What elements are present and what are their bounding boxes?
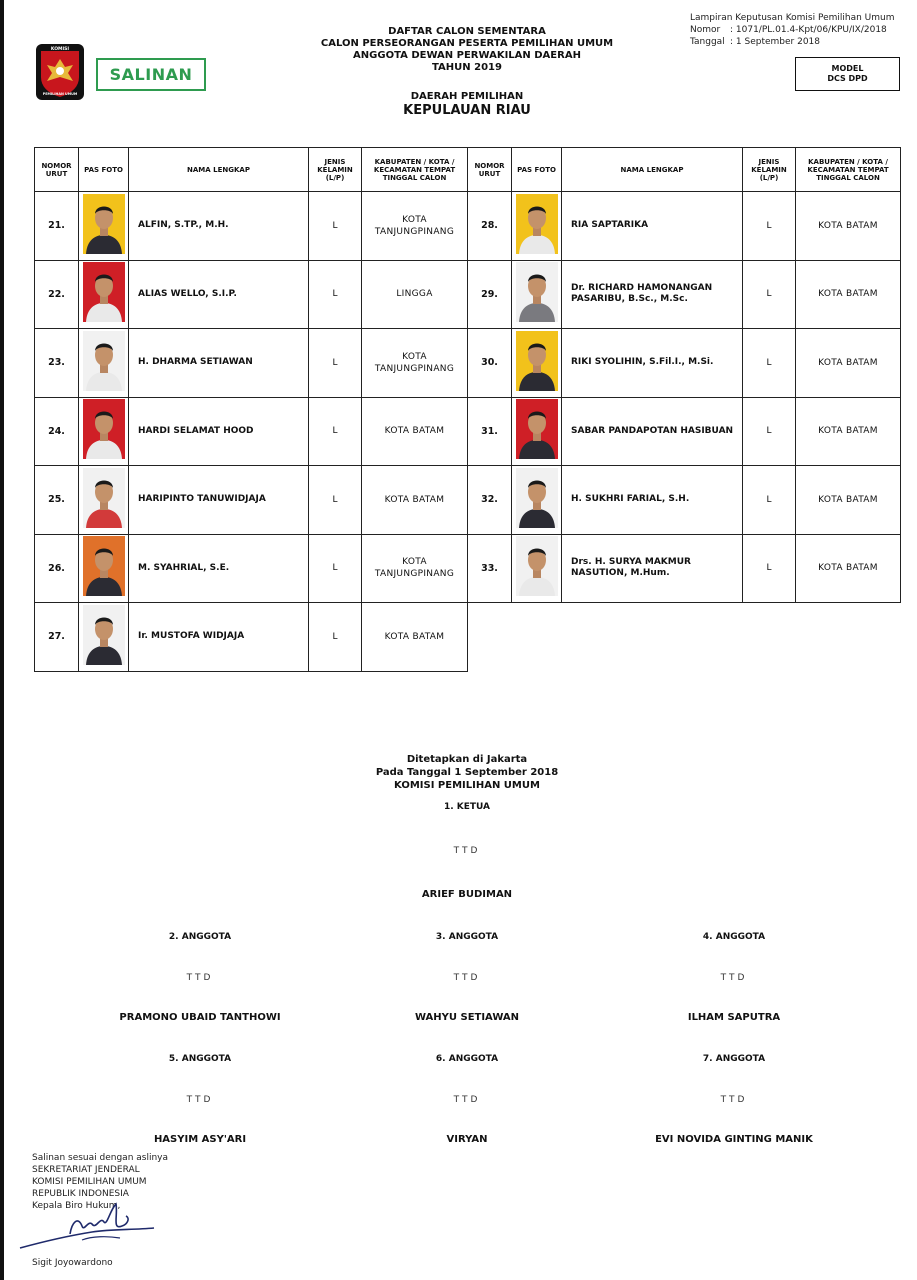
portrait-icon [83,331,125,391]
candidate-photo-cell [512,192,562,261]
header-nama-lengkap: NAMA LENGKAP [129,148,309,192]
candidate-residence: KOTA TANJUNGPINANG [362,329,468,398]
candidate-photo-cell [79,260,129,329]
candidate-name: M. SYAHRIAL, S.E. [129,534,309,603]
anggota-name: WAHYU SETIAWAN [414,1012,520,1023]
ttd-mark: TTD [453,846,481,856]
ttd-mark: TTD [186,973,214,983]
candidate-table [34,147,901,672]
header-pas-foto: PAS FOTO [79,148,129,192]
table-row [35,260,901,329]
handwritten-signature-icon [12,1196,162,1258]
candidate-gender: L [743,466,796,535]
copy-line: Kepala Biro Hukum, [32,1201,121,1211]
page-edge [0,0,4,1280]
title-line: CALON PERSEORANGAN PESERTA PEMILIHAN UMUM [320,38,614,49]
anggota-name: VIRYAN [446,1134,488,1145]
candidate-residence: KOTA TANJUNGPINANG [362,192,468,261]
candidate-photo-cell [512,534,562,603]
candidate-gender: L [743,192,796,261]
candidate-name: H. DHARMA SETIAWAN [129,329,309,398]
candidate-photo [516,468,558,532]
candidate-photo-cell [512,329,562,398]
header-nomor-urut: NOMOR URUT [468,148,512,192]
model-line: DCS DPD [827,74,868,83]
candidate-photo-cell [79,329,129,398]
portrait-icon [516,331,558,391]
candidate-residence: KOTA BATAM [796,397,901,466]
lampiran-nomor [690,24,895,36]
logo-text-top: KOMISI [50,47,70,52]
header-kabupaten-kota: KABUPATEN / KOTA / KECAMATAN TEMPAT TINGGAL CALON [362,148,468,192]
anggota-role: 4. ANGGOTA [702,932,766,942]
candidate-gender: L [743,534,796,603]
candidate-gender: L [309,397,362,466]
candidate-photo [516,331,558,395]
table-header-row [35,148,901,192]
anggota-role: 7. ANGGOTA [702,1054,766,1064]
candidate-name: RIKI SYOLIHIN, S.Fil.I., M.Si. [562,329,743,398]
candidate-name: HARDI SELAMAT HOOD [129,397,309,466]
portrait-icon [516,399,558,459]
ttd-mark: TTD [186,1095,214,1105]
logo-text-bottom: PEMILIHAN UMUM [42,92,78,96]
header-pas-foto: PAS FOTO [512,148,562,192]
header-jenis-kelamin: JENIS KELAMIN (L/P) [309,148,362,192]
portrait-icon [83,536,125,596]
candidate-gender: L [743,329,796,398]
copy-line: KOMISI PEMILIHAN UMUM [32,1177,147,1187]
candidate-photo-cell [79,192,129,261]
copy-line: Salinan sesuai dengan aslinya [32,1153,169,1163]
candidate-photo-cell [512,397,562,466]
anggota-role: 2. ANGGOTA [168,932,232,942]
anggota-role: 6. ANGGOTA [435,1054,499,1064]
salinan-stamp: SALINAN [96,58,206,91]
header-kabupaten-kota: KABUPATEN / KOTA / KECAMATAN TEMPAT TINGGAL CALON [796,148,901,192]
candidate-photo [83,468,125,532]
candidate-number: 21. [35,192,79,261]
candidate-photo [83,262,125,326]
candidate-photo [83,194,125,258]
ttd-mark: TTD [720,973,748,983]
anggota-name: PRAMONO UBAID TANTHOWI [119,1012,281,1023]
candidate-photo [83,605,125,669]
ttd-mark: TTD [453,1095,481,1105]
daerah-pemilihan [330,90,604,118]
candidate-photo [516,262,558,326]
candidate-residence: KOTA BATAM [796,260,901,329]
portrait-icon [83,468,125,528]
ttd-mark: TTD [453,973,481,983]
document-title [300,26,634,74]
candidate-photo [516,399,558,463]
candidate-photo [83,399,125,463]
candidate-number: 25. [35,466,79,535]
candidate-residence: KOTA BATAM [362,603,468,672]
candidate-residence: KOTA BATAM [796,534,901,603]
nomor-key: Nomor [690,25,721,35]
portrait-icon [516,536,558,596]
candidate-number: 31. [468,397,512,466]
candidate-residence: KOTA TANJUNGPINANG [362,534,468,603]
header-nomor-urut: NOMOR URUT [35,148,79,192]
candidate-number: 28. [468,192,512,261]
anggota-role: 3. ANGGOTA [435,932,499,942]
table-row [35,534,901,603]
candidate-gender: L [309,260,362,329]
candidate-photo-cell [512,260,562,329]
portrait-icon [83,194,125,254]
candidate-name: H. SUKHRI FARIAL, S.H. [562,466,743,535]
candidate-residence: KOTA BATAM [796,329,901,398]
ketua-role: 1. KETUA [443,802,491,812]
candidate-gender: L [309,466,362,535]
nomor-value: : 1071/PL.01.4-Kpt/06/KPU/IX/2018 [730,25,887,35]
portrait-icon [83,605,125,665]
lembaga-line: KOMISI PEMILIHAN UMUM [394,780,540,791]
copy-line: SEKRETARIAT JENDERAL [32,1165,140,1175]
lampiran-tanggal [690,36,895,48]
model-box [795,57,900,91]
tanggal-line: Pada Tanggal 1 September 2018 [375,767,559,778]
candidate-photo-cell [79,534,129,603]
header-jenis-kelamin: JENIS KELAMIN (L/P) [743,148,796,192]
anggota-name: HASYIM ASY'ARI [153,1134,247,1145]
candidate-photo [83,536,125,600]
candidate-number: 32. [468,466,512,535]
candidate-gender: L [309,603,362,672]
table-row [35,192,901,261]
portrait-icon [516,262,558,322]
ttd-mark: TTD [720,1095,748,1105]
ditetapkan-block [317,753,617,792]
candidate-photo-cell [79,466,129,535]
candidate-photo [83,331,125,395]
candidate-gender: L [309,192,362,261]
anggota-name: EVI NOVIDA GINTING MANIK [655,1134,813,1145]
candidate-name: ALIAS WELLO, S.I.P. [129,260,309,329]
copy-line: REPUBLIK INDONESIA [32,1189,129,1199]
candidate-number: 24. [35,397,79,466]
candidate-residence: KOTA BATAM [796,466,901,535]
ketua-name: ARIEF BUDIMAN [421,889,513,900]
kpu-logo-icon [35,43,85,101]
candidate-residence: LINGGA [362,260,468,329]
table-row [35,466,901,535]
portrait-icon [83,399,125,459]
dapil-label: DAERAH PEMILIHAN [410,91,524,102]
candidate-name: RIA SAPTARIKA [562,192,743,261]
candidate-name: HARIPINTO TANUWIDJAJA [129,466,309,535]
title-line: ANGGOTA DEWAN PERWAKILAN DAERAH [353,50,581,61]
signer-name: Sigit Joyowardono [32,1258,113,1268]
candidate-number: 27. [35,603,79,672]
candidate-photo-cell [79,397,129,466]
candidate-gender: L [309,534,362,603]
candidate-number: 26. [35,534,79,603]
lampiran-title: Lampiran Keputusan Komisi Pemilihan Umum [690,13,895,23]
candidate-number: 22. [35,260,79,329]
candidate-residence: KOTA BATAM [362,466,468,535]
candidate-gender: L [309,329,362,398]
candidate-name: SABAR PANDAPOTAN HASIBUAN [562,397,743,466]
portrait-icon [516,194,558,254]
ditetapkan-line: Ditetapkan di Jakarta [406,754,528,765]
candidate-photo [516,536,558,600]
candidate-photo [516,194,558,258]
candidate-name: Dr. RICHARD HAMONANGAN PASARIBU, B.Sc., M.Sc. [562,260,743,329]
dapil-name: KEPULAUAN RIAU [403,103,531,118]
candidate-name: Ir. MUSTOFA WIDJAJA [129,603,309,672]
empty-cell [468,603,901,672]
title-line: DAFTAR CALON SEMENTARA [388,26,546,37]
anggota-role: 5. ANGGOTA [168,1054,232,1064]
lampiran-reference [690,12,895,48]
candidate-photo-cell [512,466,562,535]
table-row [35,603,901,672]
candidate-number: 23. [35,329,79,398]
candidate-gender: L [743,260,796,329]
candidate-number: 33. [468,534,512,603]
title-line: TAHUN 2019 [432,62,502,73]
candidate-gender: L [743,397,796,466]
portrait-icon [516,468,558,528]
tanggal-value: : 1 September 2018 [730,37,820,47]
candidate-residence: KOTA BATAM [796,192,901,261]
candidate-residence: KOTA BATAM [362,397,468,466]
candidate-name: Drs. H. SURYA MAKMUR NASUTION, M.Hum. [562,534,743,603]
portrait-icon [83,262,125,322]
model-line: MODEL [831,64,864,73]
candidate-name: ALFIN, S.TP., M.H. [129,192,309,261]
header-nama-lengkap: NAMA LENGKAP [562,148,743,192]
candidate-photo-cell [79,603,129,672]
tanggal-key: Tanggal [690,37,725,47]
candidate-number: 30. [468,329,512,398]
table-row [35,329,901,398]
anggota-name: ILHAM SAPUTRA [687,1012,781,1023]
table-row [35,397,901,466]
candidate-number: 29. [468,260,512,329]
